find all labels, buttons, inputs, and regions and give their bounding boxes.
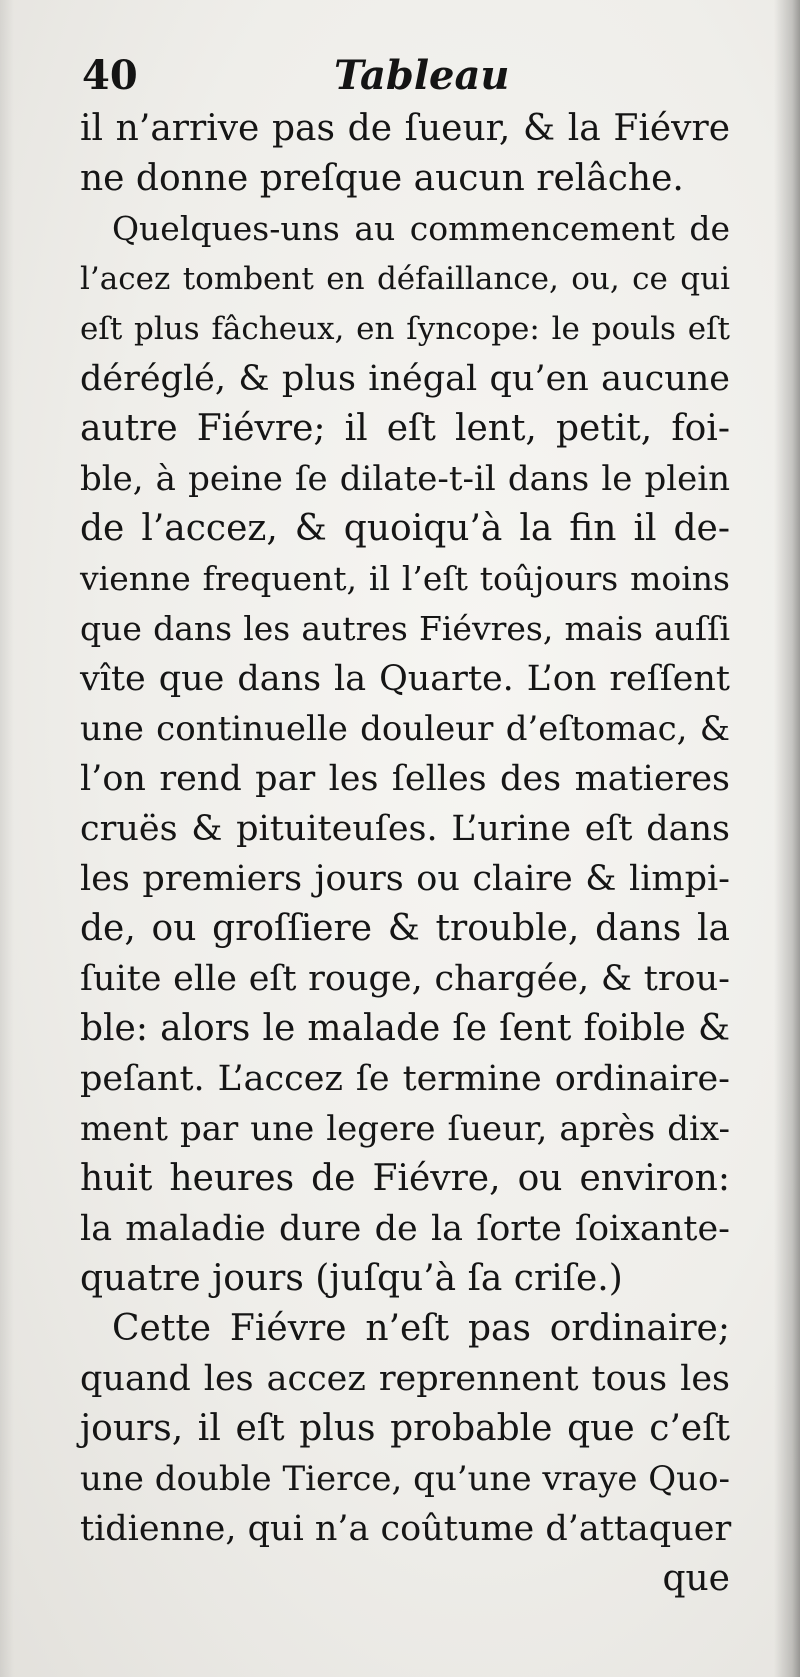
text-line: les premiers jours ou claire & limpi- (80, 859, 730, 899)
text-line: que dans les autres Fiévres, mais auſſi (80, 609, 730, 648)
text-line: de l’accez, & quoiqu’à la fin il de- (80, 508, 730, 549)
page-left-edge (0, 0, 14, 1677)
text-line: eſt plus fâcheux, en ſyncope: le pouls eſt (80, 311, 730, 347)
text-line: une double Tierce, qu’une vraye Quo- (80, 1459, 730, 1499)
text-line: huit heures de Fiévre, ou environ: (80, 1158, 730, 1199)
catchword: que (662, 1558, 730, 1599)
running-title: Tableau (334, 52, 510, 99)
body-text (80, 104, 730, 1554)
text-line: la maladie dure de la ſorte ſoixante- (80, 1209, 730, 1249)
text-line: de, ou groſſiere & trouble, dans la (80, 908, 730, 949)
text-line: l’on rend par les ſelles des matieres (80, 759, 730, 799)
text-line: quatre jours (juſqu’à ſa criſe.) (80, 1258, 623, 1299)
text-line: Quelques-uns au commencement de (112, 209, 730, 248)
text-line: peſant. L’accez ſe termine ordinaire- (80, 1059, 730, 1099)
text-line: Cette Fiévre n’eſt pas ordinaire; (112, 1308, 730, 1349)
text-line: une continuelle douleur d’eſtomac, & (80, 709, 730, 749)
text-line: jours, il eſt plus probable que c’eſt (80, 1408, 730, 1449)
text-line: quand les accez reprennent tous les (80, 1359, 730, 1399)
text-line: ne donne preſque aucun relâche. (80, 158, 684, 199)
text-line: autre Fiévre; il eſt lent, petit, foi- (80, 408, 730, 449)
text-line: ſuite elle eſt rouge, chargée, & trou- (80, 959, 730, 999)
text-line: ment par une legere ſueur, après dix- (80, 1109, 730, 1149)
text-line: cruës & pituiteuſes. L’urine eſt dans (80, 809, 730, 849)
text-line: il n’arrive pas de ſueur, & la Fiévre (80, 108, 730, 149)
text-line: vienne frequent, il l’eſt toûjours moins (80, 559, 730, 598)
text-line: vîte que dans la Quarte. L’on reſſent (80, 659, 730, 699)
binding-gutter-shadow (774, 0, 800, 1677)
text-line: ble, à peine ſe dilate-t-il dans le plein (80, 459, 730, 499)
text-line: tidienne, qui n’a coûtume d’attaquer (80, 1509, 732, 1549)
running-head (82, 48, 722, 104)
text-line: l’acez tombent en défaillance, ou, ce qui (80, 261, 730, 297)
text-line: déréglé, & plus inégal qu’en aucune (80, 359, 730, 399)
page-number: 40 (82, 52, 138, 99)
text-line: ble: alors le malade ſe ſent foible & (80, 1008, 730, 1049)
